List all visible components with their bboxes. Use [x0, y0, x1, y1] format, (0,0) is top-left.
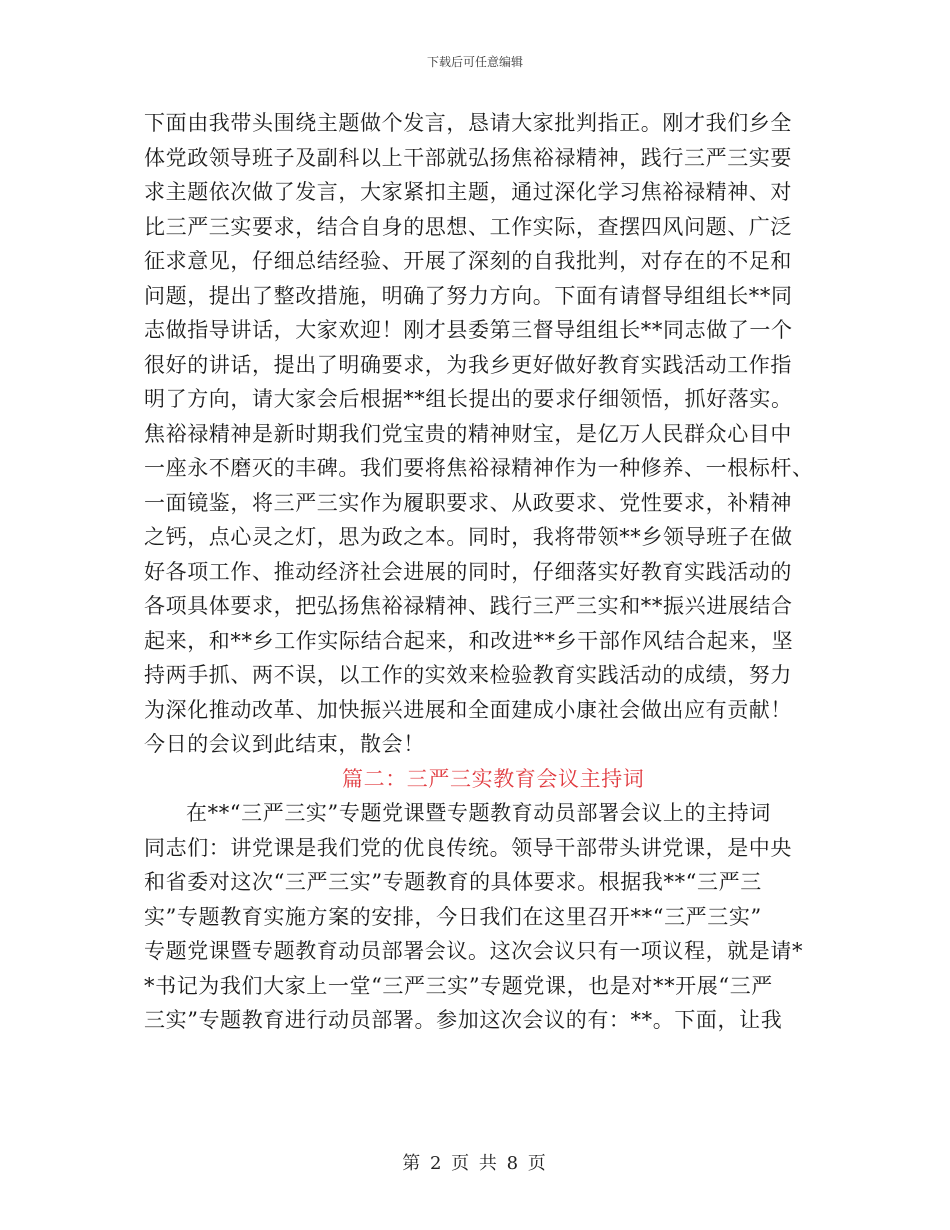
text-line: 志做指导讲话，大家欢迎！刚才县委第三督导组组长**同志做了一个: [144, 318, 793, 342]
text-line: 一座永不磨灭的丰碑。我们要将焦裕禄精神作为一种修养、一根标杆、: [144, 456, 814, 480]
text-line: 和省委对这次“三严三实”专题教育的具体要求。根据我**“三严三: [144, 870, 762, 894]
text-line: 比三严三实要求，结合自身的思想、工作实际，查摆四风问题、广泛: [144, 214, 792, 239]
text-line: 很好的讲话，提出了明确要求，为我乡更好做好教育实践活动工作指: [144, 352, 792, 377]
text-line: 问题，提出了整改措施，明确了努力方向。下面有请督导组组长**同: [144, 283, 793, 308]
section-subtitle: 在**“三严三实”专题党课暨专题教育动员部署会议上的主持词: [186, 801, 771, 825]
text-line: 下面由我带头围绕主题做个发言，恳请大家批判指正。刚才我们乡全: [144, 111, 792, 135]
text-line: 求主题依次做了发言，大家紧扣主题，通过深化学习焦裕禄精神、对: [144, 180, 792, 204]
text-line: 好各项工作、推动经济社会进展的同时，仔细落实好教育实践活动的: [144, 559, 792, 584]
text-line: 起来，和**乡工作实际结合起来，和改进**乡干部作风结合起来，坚: [144, 628, 794, 653]
text-line: 征求意见，仔细总结经验、开展了深刻的自我批判，对存在的不足和: [144, 249, 792, 273]
page-number: 第 2 页 共 8 页: [402, 1153, 548, 1174]
section-heading: 篇二：三严三实教育会议主持词: [342, 766, 645, 791]
text-line: 之钙，点心灵之灯，思为政之本。同时，我将带领**乡领导班子在做: [144, 525, 793, 549]
text-line: 为深化推动改革、加快振兴进展和全面建成小康社会做出应有贡献！: [144, 697, 792, 722]
text-line: 焦裕禄精神是新时期我们党宝贵的精神财宝，是亿万人民群众心目中: [144, 421, 792, 446]
text-line: 各项具体要求，把弘扬焦裕禄精神、践行三严三实和**振兴进展结合: [144, 594, 793, 618]
text-line: 同志们：讲党课是我们党的优良传统。领导干部带头讲党课，是中央: [144, 835, 792, 860]
text-line: 专题党课暨专题教育动员部署会议。这次会议只有一项议程，就是请*: [144, 939, 804, 963]
text-line: 一面镜鉴，将三严三实作为履职要求、从政要求、党性要求，补精神: [144, 490, 792, 515]
text-line: 持两手抓、两不误，以工作的实效来检验教育实践活动的成绩，努力: [144, 663, 792, 687]
text-line: 今日的会议到此结束，散会！: [144, 732, 425, 756]
text-line: 体党政领导班子及副科以上干部就弘扬焦裕禄精神，践行三严三实要: [144, 145, 792, 170]
text-line: 三实”专题教育进行动员部署。参加这次会议的有：**。下面，让我: [144, 1008, 783, 1032]
text-line: 实”专题教育实施方案的安排，今日我们在这里召开**“三严三实”: [144, 904, 762, 929]
document-body: [144, 106, 814, 1038]
text-line: 明了方向，请大家会后根据**组长提出的要求仔细领悟，抓好落实。: [144, 387, 793, 411]
text-line: *书记为我们大家上一堂“三严三实”专题党课，也是对**开展“三严: [144, 973, 773, 998]
page-header: 下载后可任意编辑: [426, 55, 523, 69]
